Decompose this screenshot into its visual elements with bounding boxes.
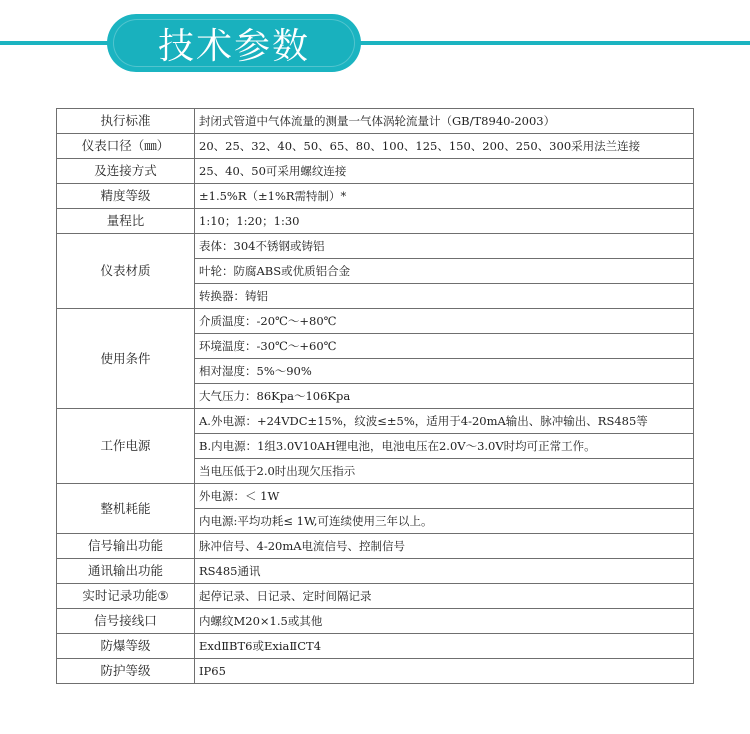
spec-table bbox=[56, 108, 694, 684]
row-label: 信号接线口 bbox=[57, 609, 195, 634]
row-label: 整机耗能 bbox=[57, 484, 195, 534]
page-title: 技术参数 bbox=[157, 25, 310, 67]
table-row bbox=[57, 484, 694, 509]
row-value: 当电压低于2.0时出现欠压指示 bbox=[195, 459, 694, 484]
row-value: 封闭式管道中气体流量的测量一气体涡轮流量计（GB/T8940-2003） bbox=[195, 109, 694, 134]
row-label: 通讯输出功能 bbox=[57, 559, 195, 584]
row-value: 介质温度：-20℃～+80℃ bbox=[195, 309, 694, 334]
row-value: B.内电源：1组3.0V10AH锂电池，电池电压在2.0V～3.0V时均可正常工作。 bbox=[195, 434, 694, 459]
table-row bbox=[57, 209, 694, 234]
row-value: 20、25、32、40、50、65、80、100、125、150、200、250、300采用法兰连接 bbox=[195, 134, 694, 159]
table-row bbox=[57, 634, 694, 659]
table-row bbox=[57, 159, 694, 184]
row-value: ExdⅡBT6或ExiaⅡCT4 bbox=[195, 634, 694, 659]
row-label: 精度等级 bbox=[57, 184, 195, 209]
row-label: 及连接方式 bbox=[57, 159, 195, 184]
row-value: 相对湿度：5%～90% bbox=[195, 359, 694, 384]
table-row bbox=[57, 409, 694, 434]
row-label: 防护等级 bbox=[57, 659, 195, 684]
row-value: 转换器：铸铝 bbox=[195, 284, 694, 309]
row-value: 外电源：＜ 1W bbox=[195, 484, 694, 509]
row-label: 执行标准 bbox=[57, 109, 195, 134]
row-value: RS485通讯 bbox=[195, 559, 694, 584]
table-row bbox=[57, 659, 694, 684]
row-label: 信号输出功能 bbox=[57, 534, 195, 559]
row-value: IP65 bbox=[195, 659, 694, 684]
row-label: 使用条件 bbox=[57, 309, 195, 409]
table-row bbox=[57, 559, 694, 584]
row-label: 防爆等级 bbox=[57, 634, 195, 659]
row-value: 环境温度：-30℃～+60℃ bbox=[195, 334, 694, 359]
table-row bbox=[57, 234, 694, 259]
table-row bbox=[57, 184, 694, 209]
row-label: 量程比 bbox=[57, 209, 195, 234]
row-label: 工作电源 bbox=[57, 409, 195, 484]
table-row bbox=[57, 109, 694, 134]
row-value: 大气压力：86Kpa～106Kpa bbox=[195, 384, 694, 409]
table-row bbox=[57, 534, 694, 559]
table-row bbox=[57, 584, 694, 609]
row-label: 仪表口径（㎜） bbox=[57, 134, 195, 159]
row-value: 表体：304不锈钢或铸铝 bbox=[195, 234, 694, 259]
table-row bbox=[57, 309, 694, 334]
row-value: A.外电源：+24VDC±15%，纹波≤±5%，适用于4-20mA输出、脉冲输出、RS485等 bbox=[195, 409, 694, 434]
row-value: 内螺纹M20×1.5或其他 bbox=[195, 609, 694, 634]
row-value: 25、40、50可采用螺纹连接 bbox=[195, 159, 694, 184]
row-value: 起停记录、日记录、定时间隔记录 bbox=[195, 584, 694, 609]
row-value: 叶轮：防腐ABS或优质铝合金 bbox=[195, 259, 694, 284]
row-value: 脉冲信号、4-20mA电流信号、控制信号 bbox=[195, 534, 694, 559]
row-value: ±1.5%R（±1%R需特制）* bbox=[195, 184, 694, 209]
row-value: 1:10；1:20；1:30 bbox=[195, 209, 694, 234]
row-label: 实时记录功能⑤ bbox=[57, 584, 195, 609]
table-row bbox=[57, 134, 694, 159]
row-value: 内电源:平均功耗≤ 1W,可连续使用三年以上。 bbox=[195, 509, 694, 534]
table-row bbox=[57, 609, 694, 634]
row-label: 仪表材质 bbox=[57, 234, 195, 309]
